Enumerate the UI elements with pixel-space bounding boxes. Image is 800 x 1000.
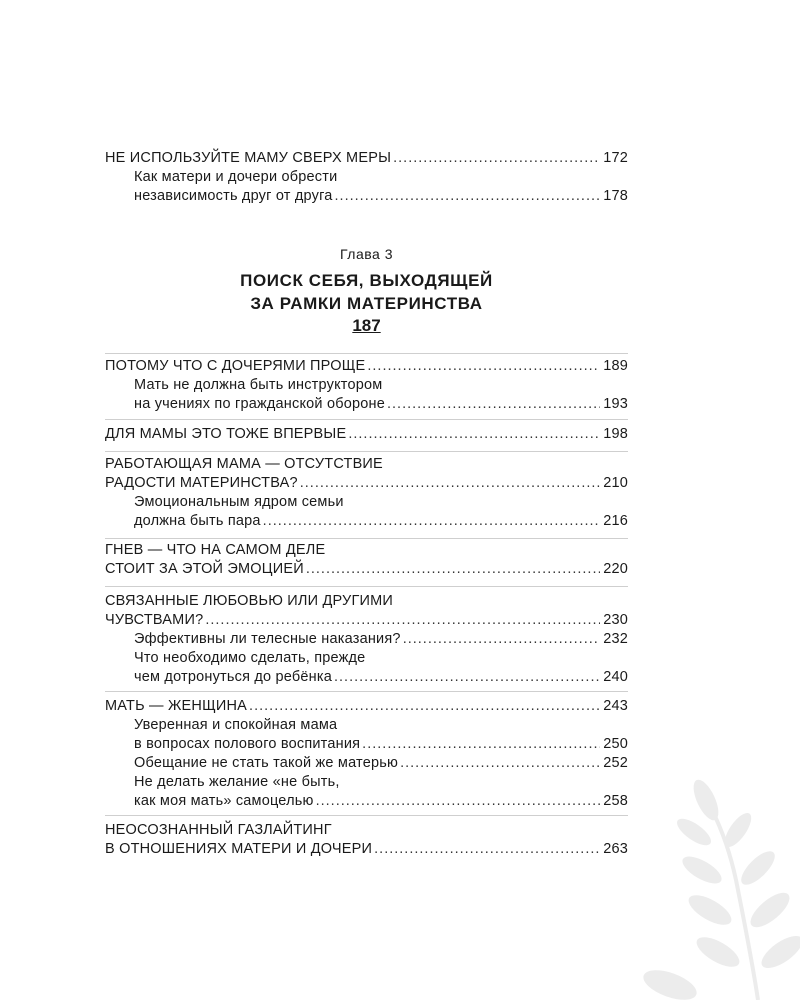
- toc-entry-title: Уверенная и спокойная мама: [134, 717, 338, 733]
- toc-entry-page: 193: [603, 396, 628, 412]
- toc-leader: [393, 149, 600, 168]
- chapter-title-line-2: ЗА РАМКИ МАТЕРИНСТВА: [250, 294, 483, 313]
- toc-entry-page: 263: [603, 841, 628, 857]
- toc-leader: [300, 474, 600, 493]
- toc-entry[interactable]: [105, 541, 628, 560]
- toc-subentry[interactable]: [105, 187, 628, 206]
- toc-leader: [348, 425, 600, 444]
- toc-entry-title: МАТЬ — ЖЕНЩИНА: [105, 698, 248, 714]
- leaf-branch-icon: [640, 760, 800, 1000]
- toc-entry-title: в вопросах полового воспитания: [134, 736, 361, 752]
- section-divider: [105, 419, 628, 420]
- toc-subentry[interactable]: [105, 773, 628, 792]
- toc-entry-title: ГНЕВ — ЧТО НА САМОМ ДЕЛЕ: [105, 542, 326, 558]
- toc-entry[interactable]: [105, 149, 628, 168]
- toc-entry-page: 220: [603, 561, 628, 577]
- toc-section: [105, 455, 628, 531]
- toc-entry[interactable]: [105, 697, 628, 716]
- toc-entry-page: 240: [603, 669, 628, 685]
- toc-entry-page: 243: [603, 698, 628, 714]
- toc-subentry[interactable]: [105, 716, 628, 735]
- toc-entry[interactable]: [105, 592, 628, 611]
- chapter-title-line-1: ПОИСК СЕБЯ, ВЫХОДЯЩЕЙ: [240, 271, 493, 290]
- toc-leader: [306, 560, 600, 579]
- toc-subentry[interactable]: [105, 376, 628, 395]
- section-divider: [105, 353, 628, 354]
- toc-entry-page: 252: [603, 755, 628, 771]
- toc-entry-title: Эмоциональным ядром семьи: [134, 494, 344, 510]
- toc-leader: [374, 840, 600, 859]
- toc-subentry[interactable]: [105, 649, 628, 668]
- toc-entry-title: как моя мать» самоцелью: [134, 793, 314, 809]
- toc-leader: [387, 395, 600, 414]
- toc-entry[interactable]: [105, 425, 628, 444]
- toc-subentry[interactable]: [105, 792, 628, 811]
- toc-entry[interactable]: [105, 560, 628, 579]
- toc-subentry[interactable]: [105, 512, 628, 531]
- toc-entry-title: ПОТОМУ ЧТО С ДОЧЕРЯМИ ПРОЩЕ: [105, 358, 366, 374]
- toc-entry-page: 250: [603, 736, 628, 752]
- toc-subentry[interactable]: [105, 168, 628, 187]
- toc-entry-title: СВЯЗАННЫЕ ЛЮБОВЬЮ ИЛИ ДРУГИМИ: [105, 593, 394, 609]
- toc-entry-title: ДЛЯ МАМЫ ЭТО ТОЖЕ ВПЕРВЫЕ: [105, 426, 347, 442]
- toc-entry-title: Не делать желание «не быть,: [134, 774, 340, 790]
- toc-section: [105, 697, 628, 811]
- toc-entry-page: 189: [603, 358, 628, 374]
- toc-leader: [205, 611, 600, 630]
- toc-leader: [249, 697, 600, 716]
- toc-entry-title: независимость друг от друга: [134, 188, 333, 204]
- toc-entry-page: 198: [603, 426, 628, 442]
- toc-section: [105, 425, 628, 444]
- toc-entry[interactable]: [105, 455, 628, 474]
- toc-entry-title: должна быть пара: [134, 513, 261, 529]
- toc-entry[interactable]: [105, 357, 628, 376]
- toc-entry[interactable]: [105, 474, 628, 493]
- toc-leader: [403, 630, 601, 649]
- toc-entry-page: 178: [603, 188, 628, 204]
- toc-entry-page: 216: [603, 513, 628, 529]
- chapter-label: Глава 3: [340, 246, 393, 262]
- toc-subentry[interactable]: [105, 668, 628, 687]
- toc-entry-title: Обещание не стать такой же матерью: [134, 755, 399, 771]
- toc-entry-title: НЕ ИСПОЛЬЗУЙТЕ МАМУ СВЕРХ МЕРЫ: [105, 150, 392, 166]
- toc-entry-page: 230: [603, 612, 628, 628]
- toc-leader: [367, 357, 600, 376]
- toc-entry-title: Как матери и дочери обрести: [134, 169, 338, 185]
- section-divider: [105, 815, 628, 816]
- toc-leader: [400, 754, 600, 773]
- toc-entry[interactable]: [105, 840, 628, 859]
- toc-entry-title: РАДОСТИ МАТЕРИНСТВА?: [105, 475, 298, 491]
- toc-leader: [316, 792, 601, 811]
- toc-leader: [335, 187, 601, 206]
- toc-section: [105, 357, 628, 414]
- toc-block-top: [105, 149, 628, 206]
- toc-leader: [263, 512, 601, 531]
- section-divider: [105, 451, 628, 452]
- section-divider: [105, 691, 628, 692]
- toc-entry-title: чем дотронуться до ребёнка: [134, 669, 332, 685]
- chapter-heading: [105, 245, 628, 337]
- toc-subentry[interactable]: [105, 735, 628, 754]
- toc-entry-page: 172: [603, 150, 628, 166]
- toc-section: [105, 541, 628, 579]
- toc-entry[interactable]: [105, 611, 628, 630]
- toc-entry-title: РАБОТАЮЩАЯ МАМА — ОТСУТСТВИЕ: [105, 456, 383, 472]
- toc-entry-page: 210: [603, 475, 628, 491]
- toc-entry-title: на учениях по гражданской обороне: [134, 396, 385, 412]
- toc-entry-title: Эффективны ли телесные наказания?: [134, 631, 401, 647]
- toc-entry-title: НЕОСОЗНАННЫЙ ГАЗЛАЙТИНГ: [105, 822, 332, 838]
- toc-subentry[interactable]: [105, 630, 628, 649]
- toc-leader: [362, 735, 600, 754]
- toc-entry-page: 258: [603, 793, 628, 809]
- toc-entry-title: ЧУВСТВАМИ?: [105, 612, 204, 628]
- toc-entry-title: Что необходимо сделать, прежде: [134, 650, 366, 666]
- toc-leader: [334, 668, 600, 687]
- toc-subentry[interactable]: [105, 754, 628, 773]
- toc-section: [105, 592, 628, 687]
- toc-subentry[interactable]: [105, 493, 628, 512]
- chapter-page-link[interactable]: 187: [352, 316, 381, 335]
- toc-section: [105, 821, 628, 859]
- toc-entry-title: Мать не должна быть инструктором: [134, 377, 383, 393]
- toc-entry-page: 232: [603, 631, 628, 647]
- toc-subentry[interactable]: [105, 395, 628, 414]
- section-divider: [105, 586, 628, 587]
- toc-entry-title: СТОИТ ЗА ЭТОЙ ЭМОЦИЕЙ: [105, 561, 304, 577]
- toc-entry[interactable]: [105, 821, 628, 840]
- toc-entry-title: В ОТНОШЕНИЯХ МАТЕРИ И ДОЧЕРИ: [105, 841, 373, 857]
- section-divider: [105, 538, 628, 539]
